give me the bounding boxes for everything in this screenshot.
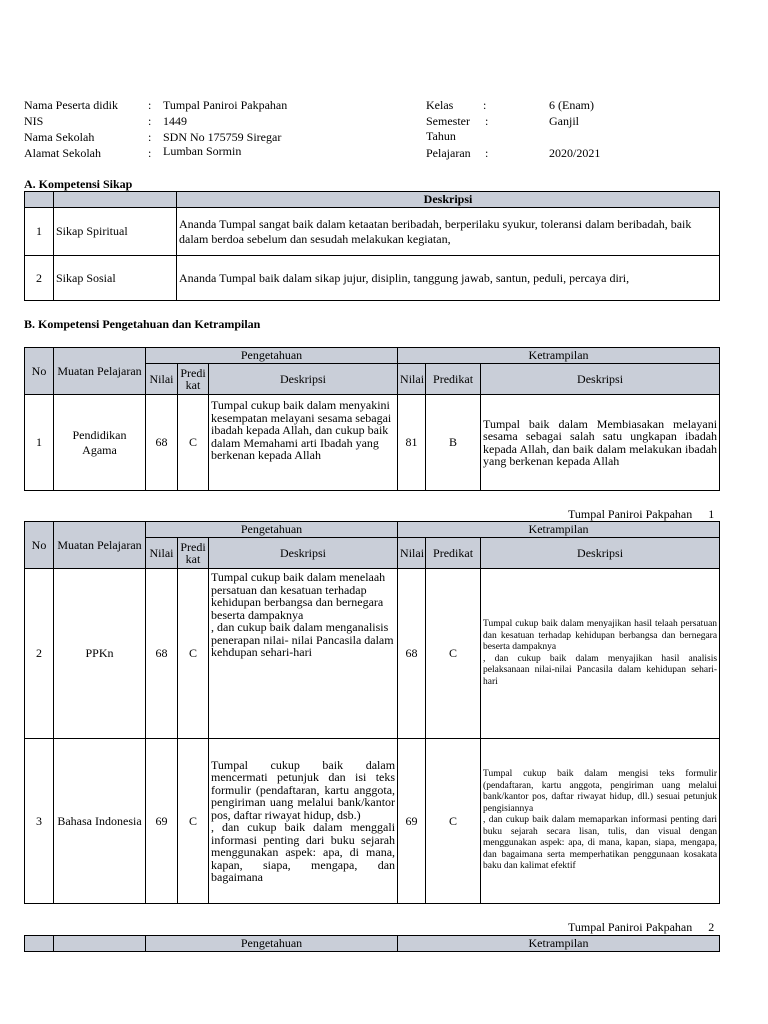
row-p-nilai: 68 (146, 569, 178, 739)
header-predikat: Predikat (426, 364, 481, 395)
header-nilai: Nilai (398, 364, 426, 395)
header-no: No (25, 522, 54, 569)
header-ketrampilan: Ketrampilan (398, 936, 720, 952)
row-k-predikat: C (426, 739, 481, 904)
header-pengetahuan: Pengetahuan (146, 522, 398, 538)
row-p-deskripsi: Tumpal cukup baik dalam menelaah persatuan dan kesatuan terhadap kehidupan berbangsa dan bernegara beserta dampaknya , dan cukup baik dalam menganalisis penerapan nilai- nilai Pancasila dalam kehdupan sehari-hari (209, 569, 398, 739)
footer-name: Tumpal Paniroi Pakpahan (568, 920, 693, 934)
row-k-nilai: 69 (398, 739, 426, 904)
row-k-predikat: B (426, 395, 481, 491)
kelas-label: Kelas (426, 98, 454, 112)
row-no: 2 (25, 569, 54, 739)
section-b-title: B. Kompetensi Pengetahuan dan Ketrampilan (24, 317, 261, 331)
identity-sep: : (148, 130, 152, 144)
header-nilai: Nilai (398, 538, 426, 569)
identity-sep: : (148, 98, 152, 112)
header-ketrampilan: Ketrampilan (398, 522, 720, 538)
section-a-title: A. Kompetensi Sikap (24, 177, 133, 191)
identity-value: SDN No 175759 Siregar (163, 130, 282, 144)
row-k-nilai: 81 (398, 395, 426, 491)
row-no: 3 (25, 739, 54, 904)
row-mapel: Bahasa Indonesia (54, 739, 146, 904)
row-p-deskripsi: Tumpal cukup baik dalam menyakini kesempatan melayani sesama sebagai ibadah kepada Allah, dan cukup baik dalam Memahami arti Ibadah yang berkenan kepada Allah (209, 395, 398, 491)
footer-name: Tumpal Paniroi Pakpahan (568, 507, 693, 521)
header-no (25, 936, 54, 952)
footer-page-number: 1 (708, 507, 715, 521)
header-nilai: Nilai (146, 364, 178, 395)
row-k-predikat: C (426, 569, 481, 739)
sikap-header-deskripsi: Deskripsi (177, 192, 720, 208)
table-row (25, 569, 720, 739)
pelajaran-label: Pelajaran (426, 146, 471, 160)
header-ketrampilan: Ketrampilan (398, 348, 720, 364)
table-row (25, 208, 720, 256)
sikap-header-blank (25, 192, 54, 208)
identity-sep: : (148, 146, 152, 160)
identity-label: NIS (24, 114, 44, 128)
row-p-deskripsi: Tumpal cukup baik dalam mencermati petunjuk dan isi teks formulir (pendaftaran, kartu anggota, pengiriman uang melalui bank/kantor pos, daftar riwayat hidup, dsb.) , dan cukup baik dalam menggali informasi penting dari buku sejarah menggunakan aspek: apa, di mana, kapan, siapa, mengapa, dan bagaimana (209, 739, 398, 904)
identity-value: Tumpal Paniroi Pakpahan (163, 98, 288, 112)
table-row (25, 256, 720, 301)
semester-label: Semester (426, 114, 470, 128)
footer-page-number: 2 (708, 920, 715, 934)
header-nilai: Nilai (146, 538, 178, 569)
page-footer (568, 507, 714, 522)
row-k-deskripsi: Tumpal baik dalam Membiasakan melayani sesama sebagai salah satu ungkapan ibadah kepada Allah, dan baik dalam melakukan ibadah yang berkenan kepada Allah (481, 395, 720, 491)
header-predikat: Predi kat (178, 364, 209, 395)
header-deskripsi: Deskripsi (481, 364, 720, 395)
nilai-table-2 (24, 521, 720, 904)
row-mapel: Pendidikan Agama (54, 395, 146, 491)
page-footer (568, 920, 714, 935)
header-deskripsi: Deskripsi (209, 364, 398, 395)
pelajaran-value: 2020/2021 (549, 146, 601, 160)
sikap-header-blank (54, 192, 177, 208)
sikap-table (24, 191, 720, 301)
semester-value: Ganjil (549, 114, 579, 128)
row-k-deskripsi: Tumpal cukup baik dalam menyajikan hasil telaah persatuan dan kesatuan terhadap kehidupan berbangsa dan bernegara beserta dampaknya , dan cukup baik dalam menyajikan hasil analisis pelaksanaan nilai-nilai Pancasila dalam kehidupan sehari-hari (481, 569, 720, 739)
header-deskripsi: Deskripsi (481, 538, 720, 569)
pelajaran-sep: : (485, 146, 489, 160)
header-deskripsi: Deskripsi (209, 538, 398, 569)
header-muatan: Muatan Pelajaran (54, 522, 146, 569)
row-mapel: PPKn (54, 569, 146, 739)
kelas-sep: : (483, 98, 487, 112)
table-row (25, 739, 720, 904)
identity-label: Nama Peserta didik (24, 98, 118, 112)
kelas-value: 6 (Enam) (549, 98, 594, 112)
nilai-table-3 (24, 935, 720, 952)
row-p-predikat: C (178, 569, 209, 739)
row-p-nilai: 68 (146, 395, 178, 491)
identity-label: Nama Sekolah (24, 130, 95, 144)
row-p-nilai: 69 (146, 739, 178, 904)
identity-value: 1449 (163, 114, 187, 128)
header-predikat: Predi kat (178, 538, 209, 569)
row-no: 1 (25, 208, 54, 256)
row-deskripsi: Ananda Tumpal sangat baik dalam ketaatan beribadah, berperilaku syukur, toleransi dalam beribadah, baik dalam berdoa sebelum dan sesudah melakukan kegiatan, (177, 208, 720, 256)
identity-sep: : (148, 114, 152, 128)
header-no: No (25, 348, 54, 395)
identity-value: Lumban Sormin (163, 144, 242, 158)
row-no: 2 (25, 256, 54, 301)
row-aspek: Sikap Spiritual (54, 208, 177, 256)
header-predikat: Predikat (426, 538, 481, 569)
row-aspek: Sikap Sosial (54, 256, 177, 301)
nilai-table-1 (24, 347, 720, 491)
identity-label: Alamat Sekolah (24, 146, 101, 160)
row-p-predikat: C (178, 395, 209, 491)
row-no: 1 (25, 395, 54, 491)
semester-sep: : (485, 114, 489, 128)
row-k-deskripsi: Tumpal cukup baik dalam mengisi teks formulir (pendaftaran, kartu anggota, pengiriman uang melalui bank/kantor pos, daftar riwayat hidup, dll.) sesuai petunjuk pengisiannya , dan cukup baik dalam memaparkan informasi penting dari buku sejarah secara lisan, tulis, dan visual dengan menggunakan aspek: apa, di mana, kapan, siapa, mengapa, dan bagaimana serta memperhatikan penggunaan kosakata baku dan kalimat efektif (481, 739, 720, 904)
header-muatan (54, 936, 146, 952)
table-row (25, 395, 720, 491)
header-pengetahuan: Pengetahuan (146, 936, 398, 952)
row-deskripsi: Ananda Tumpal baik dalam sikap jujur, disiplin, tanggung jawab, santun, peduli, percaya diri, (177, 256, 720, 301)
row-k-nilai: 68 (398, 569, 426, 739)
header-muatan: Muatan Pelajaran (54, 348, 146, 395)
header-pengetahuan: Pengetahuan (146, 348, 398, 364)
tahun-label: Tahun (426, 129, 456, 143)
row-p-predikat: C (178, 739, 209, 904)
